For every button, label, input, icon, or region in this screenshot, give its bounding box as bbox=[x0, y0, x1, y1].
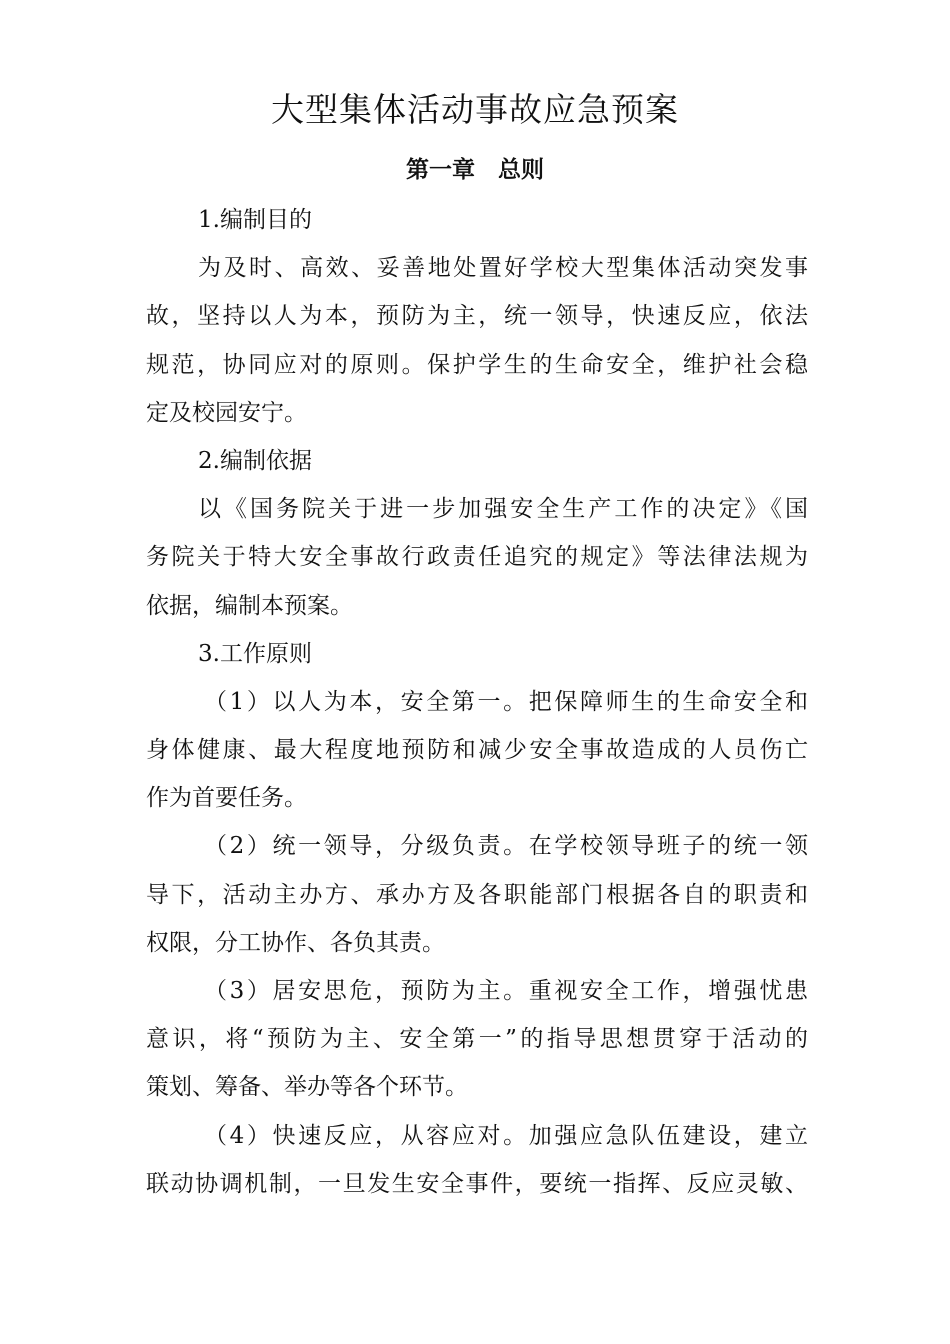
paragraph-line: 定及校园安宁。 bbox=[146, 399, 307, 426]
document-title: 大型集体活动事故应急预案 bbox=[271, 90, 679, 129]
paragraph-line: （1）以人为本，安全第一。把保障师生的生命安全和 bbox=[204, 688, 808, 715]
paragraph-line: 为及时、高效、妥善地处置好学校大型集体活动突发事 bbox=[198, 255, 808, 282]
section-heading-purpose: 1.编制目的 bbox=[198, 207, 312, 233]
section-heading-basis: 2.编制依据 bbox=[198, 447, 312, 474]
paragraph-line: 权限，分工协作、各负其责。 bbox=[146, 929, 445, 956]
paragraph-line: 故，坚持以人为本，预防为主，统一领导，快速反应，依法 bbox=[146, 303, 808, 330]
chapter-heading: 第一章 总则 bbox=[406, 157, 544, 183]
paragraph-line: 规范，协同应对的原则。保护学生的生命安全，维护社会稳 bbox=[146, 351, 808, 378]
paragraph-line: 联动协调机制，一旦发生安全事件，要统一指挥、反应灵敏、 bbox=[146, 1170, 808, 1197]
document-body bbox=[146, 196, 808, 1208]
paragraph-line: 依据，编制本预案。 bbox=[146, 592, 353, 619]
paragraph-line: 身体健康、最大程度地预防和减少安全事故造成的人员伤亡 bbox=[146, 737, 808, 764]
paragraph-line: （3）居安思危，预防为主。重视安全工作，增强忧患 bbox=[204, 978, 808, 1004]
section-heading-principles: 3.工作原则 bbox=[198, 640, 312, 667]
paragraph-line: 导下，活动主办方、承办方及各职能部门根据各自的职责和 bbox=[146, 881, 808, 908]
paragraph-line: 策划、筹备、举办等各个环节。 bbox=[146, 1074, 468, 1101]
paragraph-line: 作为首要任务。 bbox=[146, 785, 307, 812]
paragraph-line: 务院关于特大安全事故行政责任追究的规定》等法律法规为 bbox=[146, 544, 808, 571]
paragraph-line: 以《国务院关于进一步加强安全生产工作的决定》《国 bbox=[198, 496, 808, 523]
paragraph-line: （2）统一领导，分级负责。在学校领导班子的统一领 bbox=[204, 833, 808, 860]
paragraph-line: 意识，将“预防为主、安全第一”的指导思想贯穿于活动的 bbox=[146, 1026, 808, 1053]
paragraph-line: （4）快速反应，从容应对。加强应急队伍建设，建立 bbox=[204, 1122, 808, 1149]
